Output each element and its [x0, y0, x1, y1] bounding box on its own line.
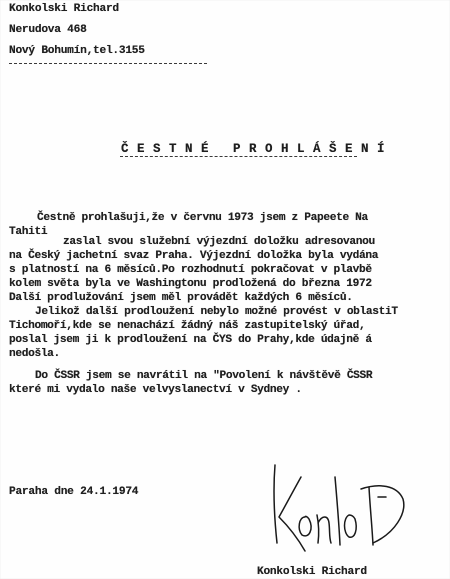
document-title: Č E S T N É P R O H L Á Š E N Í: [121, 142, 386, 156]
title-underline: [120, 156, 357, 157]
body-line-6: kolem světa byla ve Washingtonu prodložená do března 1972: [9, 278, 372, 290]
body-line-2: Tahiti: [9, 226, 48, 238]
body-line-11: nedošla.: [9, 348, 60, 360]
signatory-name: Konkolski Richard: [257, 566, 367, 578]
body-line-9: Tichomoří,kde se nenachází žádný náš zastupitelský úřad,: [9, 320, 366, 332]
body-line-7: Další prodlužování jsem měl provádět každých 6 měsíců.: [9, 292, 353, 304]
body-line-4: na Český jachetní svaz Praha. Výjezdní doložka byla vydána: [9, 250, 379, 262]
sender-city-phone: Nový Bohumín,tel.3155: [9, 45, 145, 57]
body-line-1: Čestně prohlašuji,že v červnu 1973 jsem z Papeete Na: [37, 212, 368, 224]
body-line-5: s platností na 6 měsíců.Po rozhodnutí pokračovat v plavbě: [9, 264, 372, 276]
body-line-13: které mi vydalo naše velvyslanectví v Sydney .: [9, 384, 302, 396]
body-line-3: zaslal svou služební výjezdní doložku adresovanou: [63, 236, 375, 248]
sender-name: Konkolski Richard: [9, 3, 119, 15]
body-line-10: poslal jsem ji k prodloužení na ČYS do Prahy,kde údajně á: [9, 334, 372, 346]
sender-underline: [9, 63, 207, 64]
body-line-8: Jelikož další prodloužení nebylo možné provést v oblastiT: [35, 306, 398, 318]
sender-street: Nerudova 468: [9, 24, 87, 36]
place-date: Paraha dne 24.1.1974: [9, 486, 139, 498]
body-line-12: Do ČSSR jsem se navrátil na "Povolení k návštěvě ČSSR: [35, 370, 373, 382]
handwritten-signature: [257, 455, 407, 565]
